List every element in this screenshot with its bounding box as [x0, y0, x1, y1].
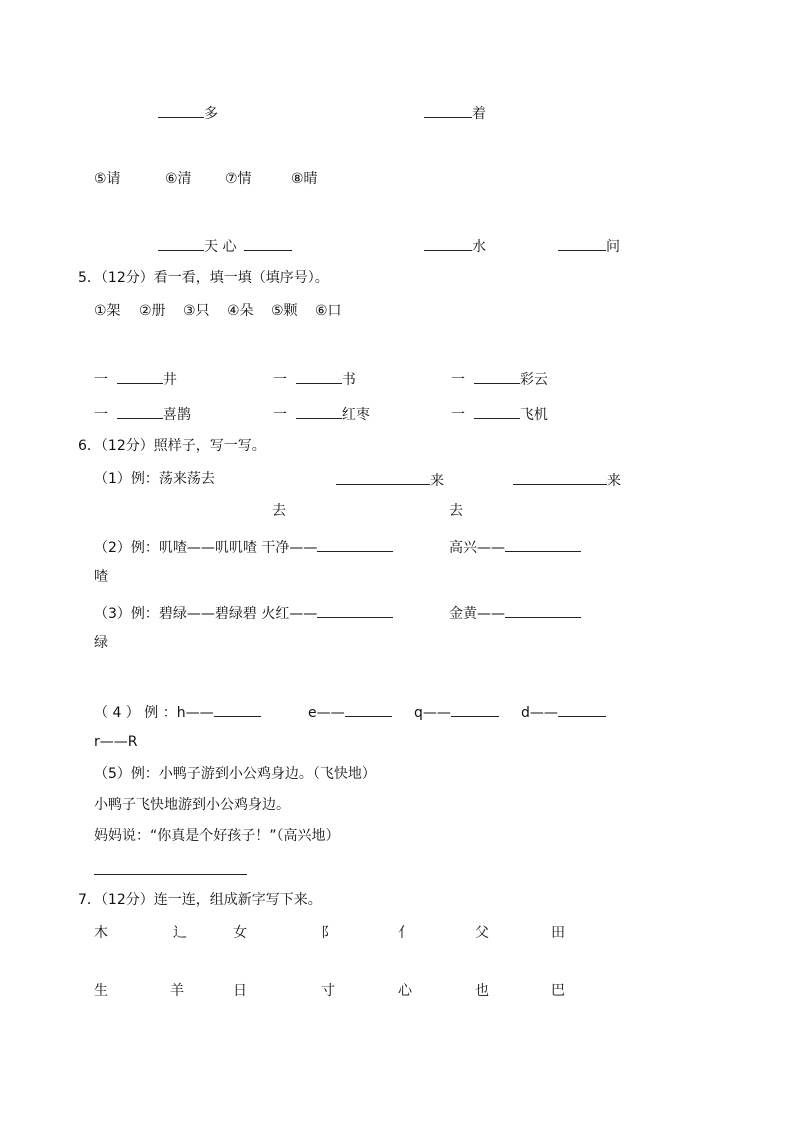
question-6-title: 6．（12分）照样子，写一写。: [78, 438, 266, 454]
answer-blank[interactable]: [505, 604, 581, 618]
answer-blank[interactable]: [317, 604, 393, 618]
char-component[interactable]: 木: [94, 925, 108, 941]
q6-part1-qu: 去: [272, 503, 286, 519]
answer-blank[interactable]: [558, 237, 606, 251]
option-item: ⑤颗: [271, 303, 298, 319]
q6-part1-qu: 去: [449, 503, 463, 519]
char-component[interactable]: 羊: [170, 983, 184, 999]
answer-blank[interactable]: [244, 237, 292, 251]
option-item: ⑥口: [315, 303, 342, 319]
q6-part4-e: e——: [308, 703, 392, 721]
answer-blank[interactable]: [117, 370, 163, 384]
option-item: ②册: [139, 303, 166, 319]
answer-blank[interactable]: [296, 405, 342, 419]
char-component[interactable]: 寸: [321, 983, 335, 999]
char-component[interactable]: 田: [551, 925, 565, 941]
char-component[interactable]: 心: [398, 983, 412, 999]
q6-part5-prompt: 妈妈说：“你真是个好孩子！”（高兴地）: [94, 828, 340, 844]
char-component[interactable]: 女: [233, 925, 247, 941]
answer-blank[interactable]: [345, 703, 392, 717]
q6-part4-example: （ 4 ） 例 ：h——: [94, 703, 261, 721]
q6-part2-wrap: 喳: [94, 569, 108, 585]
char-component[interactable]: 日: [233, 983, 247, 999]
char-component[interactable]: 生: [94, 983, 108, 999]
fill-blank-wen: 问: [558, 237, 620, 255]
measure-word-item: 一 书: [273, 372, 356, 388]
q6-part4-q: q——: [414, 703, 499, 721]
option-item: ①架: [94, 303, 121, 319]
answer-blank[interactable]: [558, 703, 606, 717]
answer-blank[interactable]: [158, 104, 204, 118]
fill-blank-tianxin: 天 心: [158, 237, 292, 255]
char-component[interactable]: 亻: [398, 925, 412, 941]
q6-part3-wrap: 绿: [94, 635, 108, 651]
q6-part4-wrap: r——R: [94, 734, 138, 750]
char-component[interactable]: 父: [475, 925, 489, 941]
answer-blank[interactable]: [158, 237, 204, 251]
choice-item: ⑦情: [225, 171, 252, 187]
answer-blank[interactable]: [214, 703, 261, 717]
q6-part4-d: d——: [521, 703, 606, 721]
q6-part3-example: （3）例：碧绿——碧绿碧 火红——: [94, 604, 393, 622]
measure-word-item: 一 井: [94, 372, 177, 388]
answer-blank[interactable]: [474, 405, 520, 419]
q6-part1-blank-b: 来: [513, 471, 621, 489]
measure-word-item: 一 红枣: [273, 407, 370, 423]
choice-item: ⑧晴: [291, 171, 318, 187]
question-5-title: 5．（12分）看一看，填一填（填序号）。: [78, 270, 329, 286]
fill-blank-zhe: 着: [424, 104, 486, 122]
q6-part1-example: （1）例：荡来荡去: [94, 471, 215, 487]
answer-line[interactable]: [94, 874, 247, 875]
measure-word-item: 一 飞机: [451, 407, 548, 423]
char-component[interactable]: 巴: [551, 983, 565, 999]
question-7-title: 7．（12分）连一连，组成新字写下来。: [78, 892, 322, 908]
option-item: ④朵: [227, 303, 254, 319]
q6-part5-example: （5）例：小鸭子游到小公鸡身边。（飞快地）: [94, 766, 376, 782]
char-component[interactable]: 辶: [173, 925, 187, 941]
q6-part3-jinhuang: 金黄——: [449, 604, 581, 622]
answer-blank[interactable]: [513, 471, 607, 485]
answer-blank[interactable]: [317, 538, 393, 552]
answer-blank[interactable]: [451, 703, 499, 717]
fill-blank-duo: 多: [158, 104, 218, 122]
answer-blank[interactable]: [424, 104, 472, 118]
q6-part5-answer: 小鸭子飞快地游到小公鸡身边。: [94, 797, 290, 813]
answer-blank[interactable]: [296, 370, 342, 384]
choice-item: ⑥清: [165, 171, 192, 187]
option-item: ③只: [183, 303, 210, 319]
choice-item: ⑤请: [94, 171, 121, 187]
measure-word-item: 一 彩云: [451, 372, 548, 388]
char-component[interactable]: 阝: [321, 925, 335, 941]
answer-blank[interactable]: [336, 471, 430, 485]
answer-blank[interactable]: [424, 237, 472, 251]
fill-blank-shui: 水: [424, 237, 486, 255]
answer-blank[interactable]: [117, 405, 163, 419]
answer-blank[interactable]: [505, 538, 581, 552]
measure-word-item: 一 喜鹊: [94, 407, 191, 423]
char-component[interactable]: 也: [475, 983, 489, 999]
answer-blank[interactable]: [474, 370, 520, 384]
q6-part1-blank-a: 来: [336, 471, 444, 489]
q6-part2-example: （2）例：叽喳——叽叽喳 干净——: [94, 538, 393, 556]
q6-part2-gaoxing: 高兴——: [449, 538, 581, 556]
